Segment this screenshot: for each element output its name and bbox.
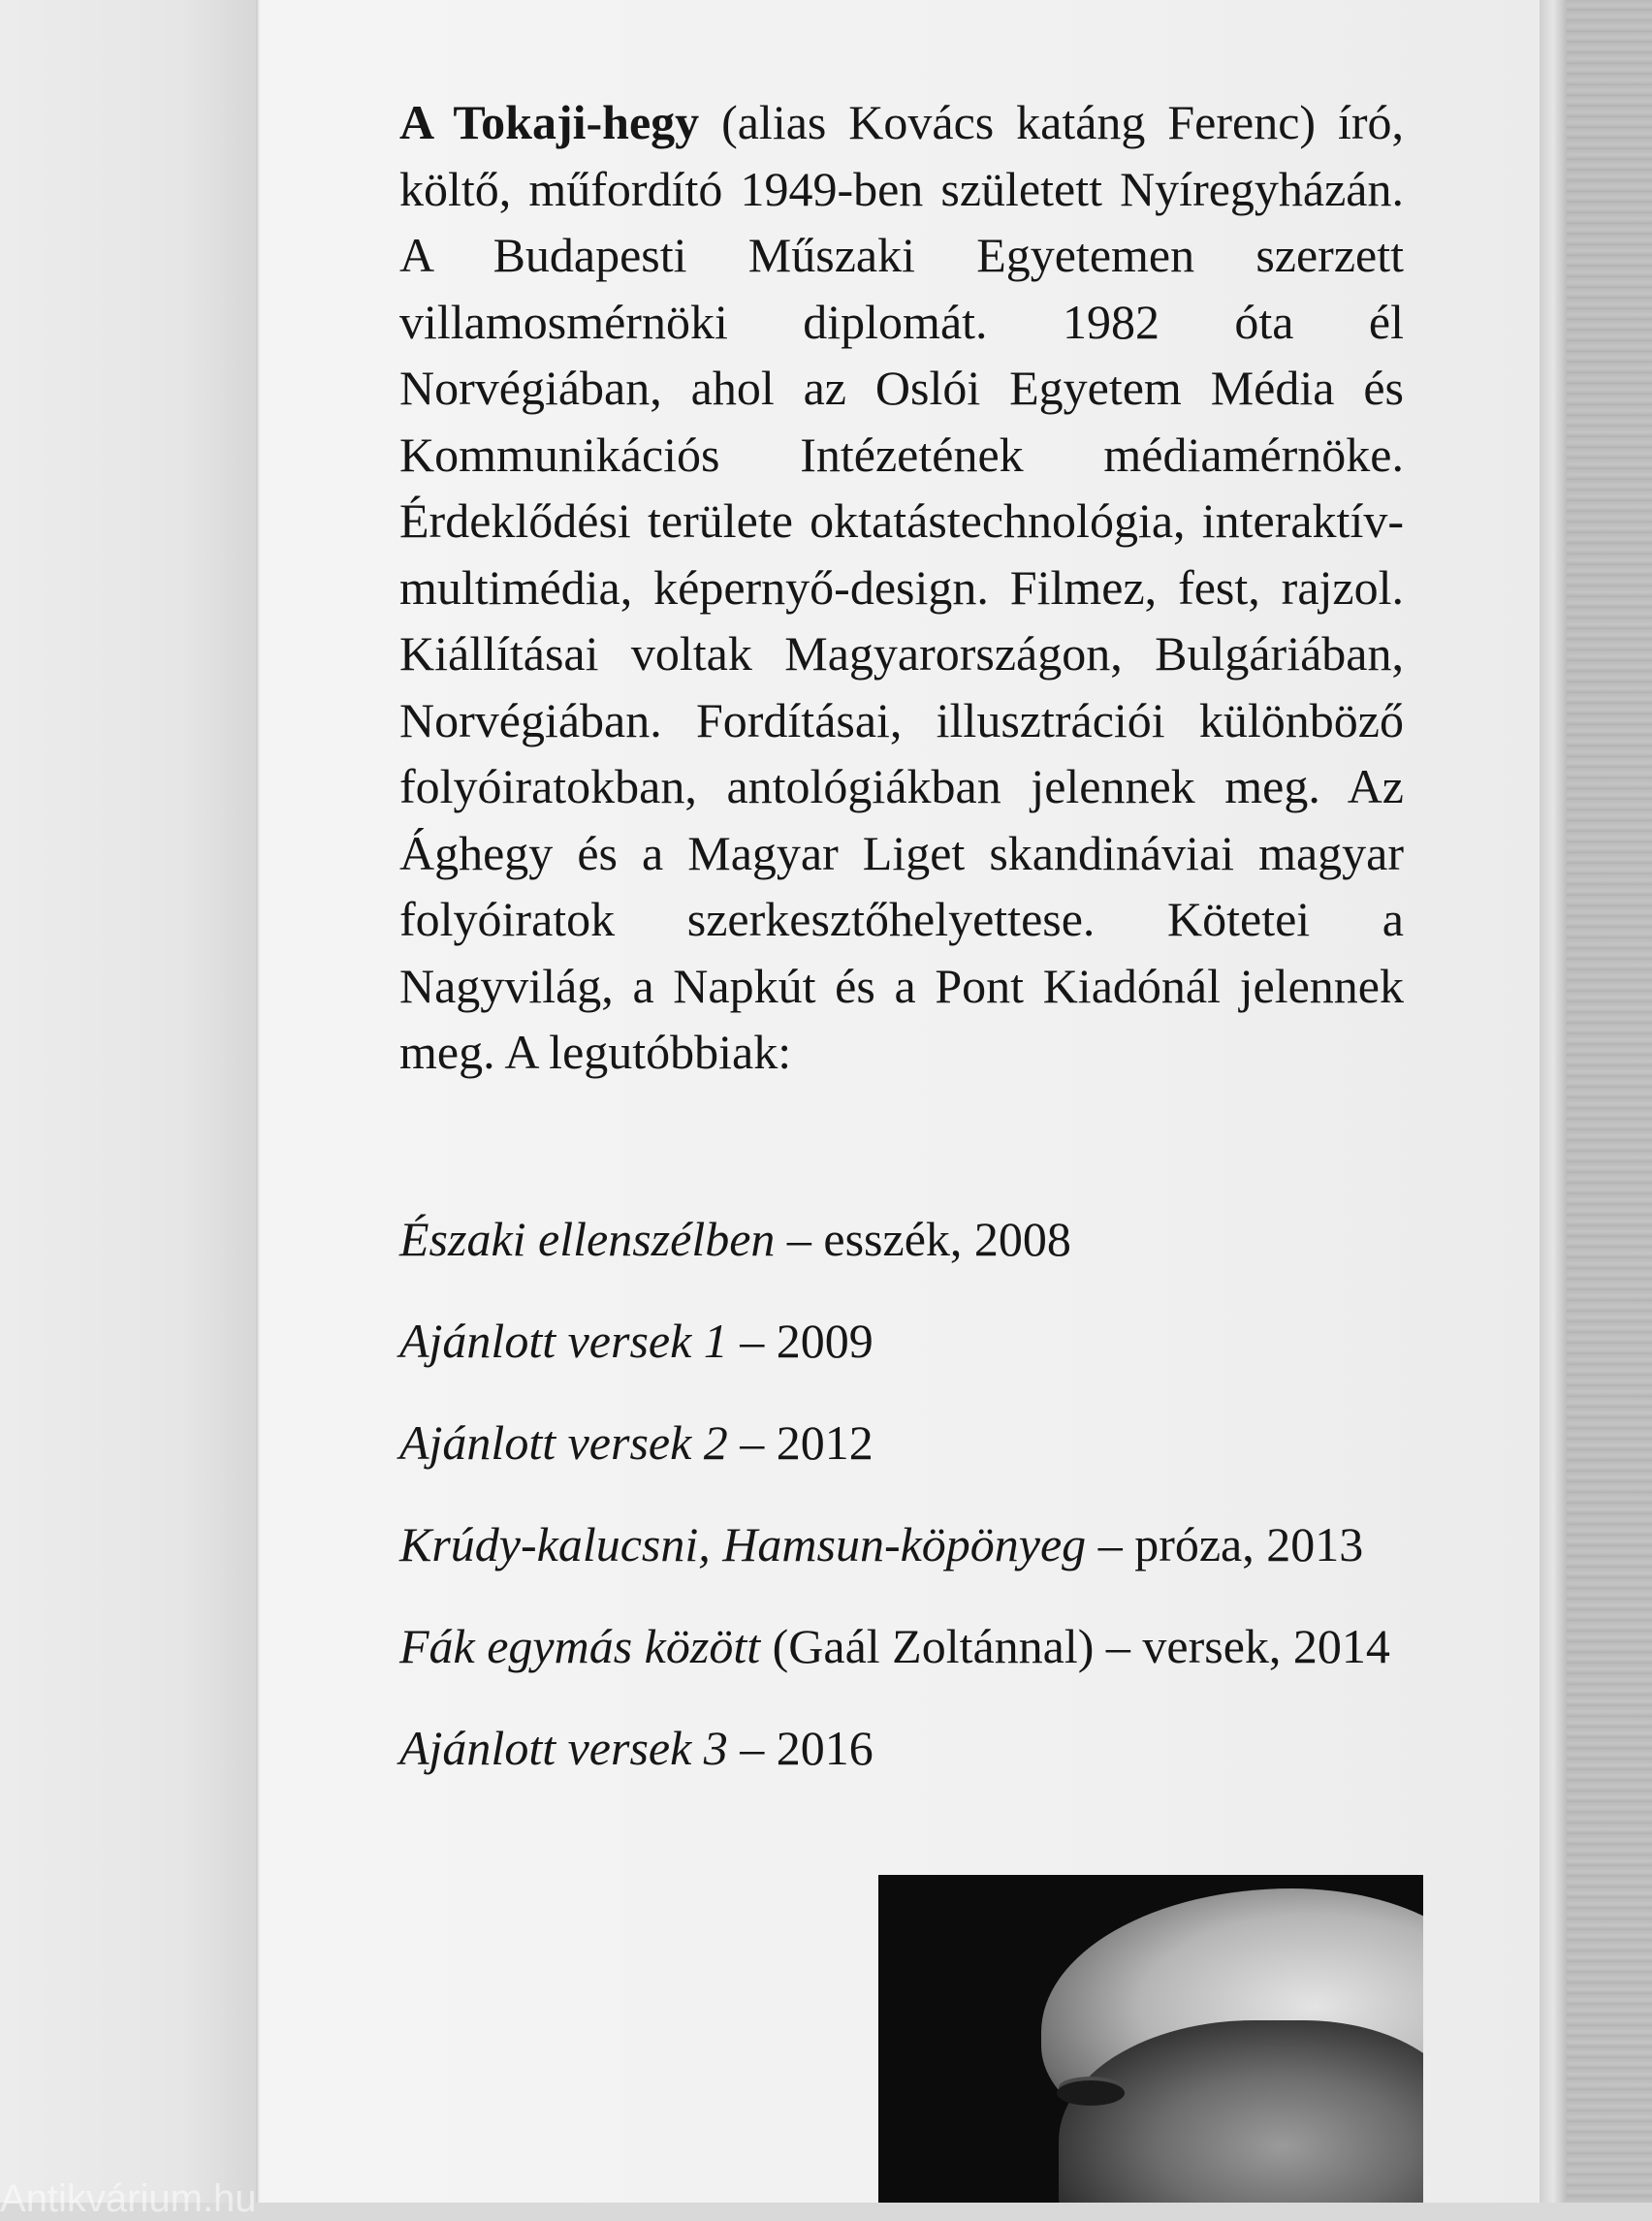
book-details: – 2009	[727, 1314, 874, 1368]
book-title: Krúdy-kalucsni, Hamsun-köpönyeg	[399, 1517, 1087, 1571]
author-name: A Tokaji-hegy	[399, 95, 700, 149]
book-title: Fák egymás között	[399, 1619, 761, 1673]
left-page	[0, 0, 260, 2203]
book-item	[399, 1617, 1427, 1719]
book-details: – próza, 2013	[1086, 1517, 1364, 1571]
book-item	[399, 1210, 1427, 1312]
author-bio	[399, 89, 1404, 1086]
book-details: (Gaál Zoltánnal) – versek, 2014	[760, 1619, 1390, 1673]
flap-edge	[1540, 0, 1567, 2203]
bio-text: (alias Kovács katáng Ferenc) író, költő, műfordító 1949-ben született Nyíregyházán. A Budapesti Műszaki Egyetemen szerzett villamosmérnöki diplomát. 1982 óta él Norvégiában, ahol az Oslói Egyetem Média és Kommunikációs Intézetének médiamérnöke. Érdeklődési területe oktatástechnológia, interaktív-multimédia, képernyő-design. Filmez, fest, rajzol. Kiállításai voltak Magyarországon, Bulgáriában, Norvégiában. Fordításai, illusztrációi különböző folyóiratokban, antológiákban jelennek meg. Az Ághegy és a Magyar Liget skandináviai magyar folyóiratok szerkesztőhelyettese. Kötetei a Nagyvilág, a Napkút és a Pont Kiadónál jelennek meg. A legutóbbiak:	[399, 95, 1405, 1079]
book-details: – 2016	[727, 1721, 874, 1775]
book-title: Ajánlott versek 1	[399, 1314, 728, 1368]
book-item	[399, 1312, 1427, 1413]
book-title: Ajánlott versek 2	[399, 1415, 728, 1470]
book-item	[399, 1413, 1427, 1515]
author-photo	[878, 1875, 1423, 2203]
book-title: Ajánlott versek 3	[399, 1721, 728, 1775]
book-title: Északi ellenszélben	[399, 1212, 776, 1266]
book-item	[399, 1719, 1427, 1821]
background-surface	[1567, 0, 1652, 2203]
book-item	[399, 1515, 1427, 1617]
photo-eye	[1057, 2080, 1125, 2106]
book-details: – 2012	[727, 1415, 874, 1470]
watermark: Antikvárium.hu	[0, 2177, 257, 2220]
book-list	[399, 1210, 1427, 1821]
book-details: – esszék, 2008	[775, 1212, 1071, 1266]
